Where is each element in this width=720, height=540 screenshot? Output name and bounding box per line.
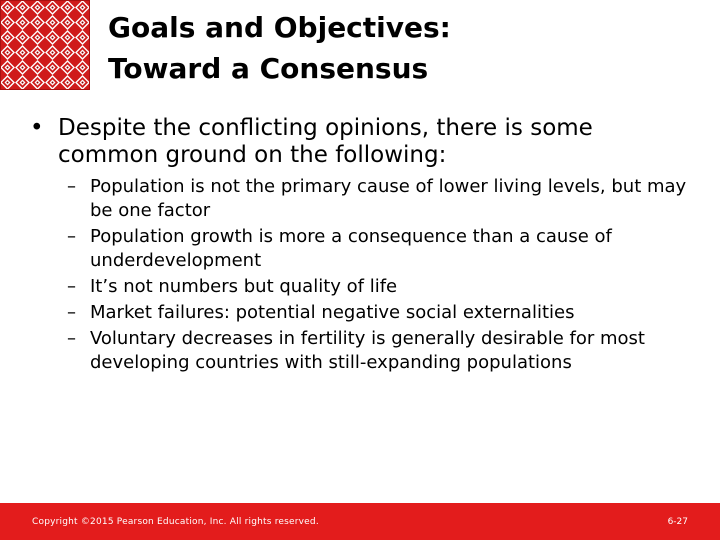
bullet-list — [30, 115, 700, 391]
main-bullet — [30, 115, 700, 169]
main-bullet-text: Despite the conflicting opinions, there is some common ground on the following: — [58, 115, 593, 168]
decorative-pattern-logo — [0, 0, 90, 90]
title-line-2: Toward a Consensus — [108, 52, 429, 85]
copyright-text: Copyright ©2015 Pearson Education, Inc. All rights reserved. — [32, 517, 319, 527]
sub-bullet-list — [60, 175, 700, 375]
sub-bullet: – Population growth is more a consequence than a cause of underdevelopment — [67, 226, 612, 271]
sub-bullet: – Population is not the primary cause of lower living levels, but may be one factor — [67, 176, 687, 221]
slide-title — [108, 7, 708, 89]
bullet-marker: • — [30, 115, 44, 141]
title-line-1: Goals and Objectives: — [108, 11, 451, 44]
sub-bullet: – Voluntary decreases in fertility is generally desirable for most developing countries with still-expanding populations — [67, 328, 645, 373]
sub-bullet: – It’s not numbers but quality of life — [67, 276, 398, 297]
page-number: 6-27 — [667, 517, 688, 527]
sub-bullet: – Market failures: potential negative social externalities — [67, 302, 575, 323]
footer-bar — [0, 503, 720, 540]
